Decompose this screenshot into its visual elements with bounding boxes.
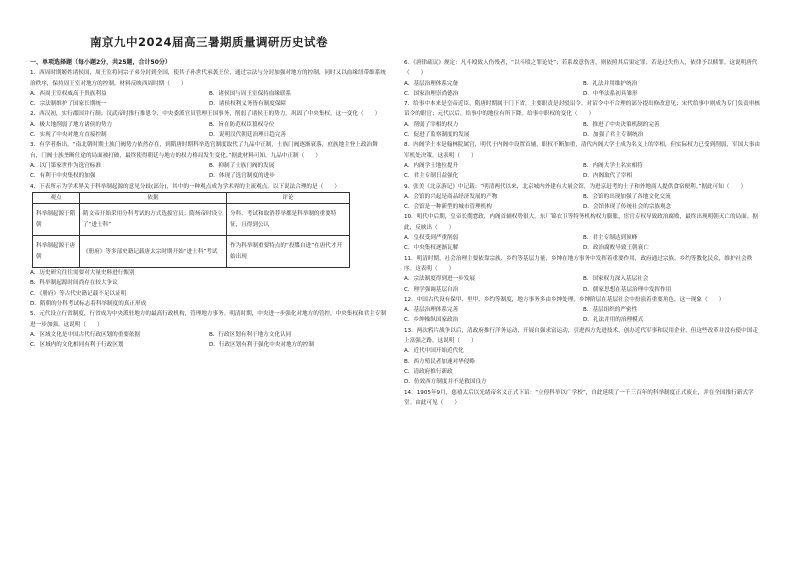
- option-c: C．有利于中央集权的加强: [30, 173, 96, 180]
- option-c: C．乡绅操纵国家政治: [404, 317, 459, 324]
- option-c: C．理学强调基层自治: [404, 286, 459, 293]
- option-a: A．基层治理体系完善: [404, 307, 459, 314]
- question-stem: 12．中国古代设有保甲、里甲、乡约等制度，地方事务多由乡绅处理，乡绅阶层在基层社会中扮演着重要角色，这一现象（ ）: [404, 296, 725, 303]
- option-d: D．内阁取代了宰相: [583, 173, 633, 180]
- options: [404, 233, 762, 254]
- question-6: [404, 58, 762, 99]
- left-column: [30, 58, 388, 351]
- option-a: A．西周王室权威高于贵族利益: [30, 90, 107, 97]
- option-d: D．仿效西方制度并不是救国良方: [404, 379, 487, 386]
- option-d: D．说明汉代朝廷治理日趋完善: [209, 132, 287, 139]
- options: [404, 79, 762, 100]
- question-stem: 3．有学者指出，“南北朝时期士族门阀势力依然存在，到隋唐时期科举选官制度取代了九品中正制，士族门阀逐渐衰落，庶族地主登上政治舞台，门阀士族垄断仕途的局面被打破，最终使得朝廷与地方的权力格局发生变化。”据此材料可知，九品中正制（ ）: [30, 142, 378, 159]
- option-a: A．会馆的兴起是商品经济发展的产物: [404, 193, 498, 200]
- option-d: D．会馆体现了传统社会的宗族观念: [583, 204, 672, 211]
- option-a: A．基层治理体系完备: [404, 80, 459, 87]
- options: [404, 120, 762, 141]
- option-b: B．推进了中央决策机制的完善: [583, 121, 660, 128]
- question-stem: 10．明代中后期，皇帝长期怠政，内阁首辅权势很大，东厂锦衣卫等特务机构权力膨胀，宦官专权导致政治腐败，最终出现明朝灭亡的局面。据此，反映出（ ）: [404, 214, 758, 231]
- question-4: [30, 182, 388, 310]
- options: [30, 120, 388, 141]
- table-cell: 科举制起源于隋朝: [33, 204, 80, 236]
- option-b: B．君主专制达到顶峰: [583, 235, 638, 242]
- options: [30, 161, 388, 182]
- option-b: B．基层组织的严密性: [583, 307, 638, 314]
- option-d: D．行政区划有利于强化中央对地方的控制: [209, 342, 314, 349]
- question-stem: 5．元代设立行省制度，行省成为中央派驻地方的最高行政机构，管理地方事务。明清时期，中央进一步强化对地方的管控，中央集权和君主专制进一步加强。这说明（ ）: [30, 311, 386, 328]
- question-5: [30, 309, 388, 350]
- question-2: [30, 109, 388, 140]
- option-a: A．近代中国开始近代化: [404, 348, 464, 355]
- option-b: B．科举制起源时间尚存在较大争议: [30, 280, 118, 287]
- option-a: A．皇权受到严重削弱: [404, 235, 459, 242]
- question-stem: 14．1905年9月，慈禧太后以光绪帝名义正式下诏：“立停科举以广学校”，自此延续了一千三百年的科举制度正式废止，并在全国推行新式学堂。由此可见（ ）: [404, 389, 754, 406]
- question-1: [30, 68, 388, 109]
- question-7: [404, 99, 762, 140]
- option-b: B．抑制了士族门阀的发展: [209, 162, 275, 169]
- option-c: C．《册府》等古代史籍记载不足以证明: [30, 290, 127, 297]
- question-stem: 4．下表所示为学术界关于科举制起源的意见分歧(部分)，其中的一种观点成为学术界的主流观点。以下说法合理的是（ ）: [30, 183, 340, 190]
- option-b: B．礼法并用维护统治: [583, 80, 638, 87]
- table-cell: 科举制起源于唐朝: [33, 236, 80, 268]
- option-d: D．体现了选官制度的进步: [209, 173, 275, 180]
- question-stem: 7．给事中本来是皇帝近臣，隋唐时期属于门下省，主要职责是封驳诏令，对诏令中不合理的部分提出修改意见；宋代给事中则成为专门负责审核诏令的职官；元代以后，给事中的地位有所下降。给事中职权的变化（ ）: [404, 101, 760, 118]
- options: [404, 192, 762, 213]
- options: [404, 305, 762, 326]
- section-heading: 一、单项选择题（每小题2分，共25题，合计50分）: [30, 59, 171, 66]
- option-a: A．极大地削弱了地方诸侯的势力: [30, 121, 113, 128]
- table-header: 观点: [33, 192, 80, 203]
- option-c: C．国家治理崇尚德治: [404, 90, 459, 97]
- option-b: B．诸侯国与周王室保持血缘联系: [209, 90, 292, 97]
- option-b: B．行政区划有利于地方文化认同: [209, 331, 292, 338]
- table-row: [33, 236, 350, 268]
- question-stem: 11．明清时期，社会治理主要依靠宗族、乡约等基层力量，乡绅在地方事务中发挥着重要作用，政府通过宗族、乡约等教化民众，维护社会秩序。这表明（ ）: [404, 255, 753, 272]
- question-3: [30, 140, 388, 181]
- option-d: D．礼法并用的治理模式: [583, 317, 644, 324]
- option-c: C．宗法制维护了国家长期统一: [30, 101, 107, 108]
- options: [30, 330, 388, 351]
- question-8: [404, 140, 762, 181]
- option-d: D．政治腐败导致王朝衰亡: [583, 245, 649, 252]
- question-11: [404, 254, 762, 295]
- option-d: D．隋朝的分科考试标志着科举制度的真正形成: [30, 301, 147, 308]
- options: [30, 268, 388, 309]
- option-c: C．实现了中央对地方直接控制: [30, 132, 107, 139]
- question-10: [404, 212, 762, 253]
- option-d: D．儒家思想在基层治理中发挥作用: [583, 286, 672, 293]
- viewpoint-table: [32, 192, 350, 268]
- table-row: [33, 204, 350, 236]
- option-b: B．国家权力深入基层社会: [583, 276, 649, 283]
- option-d: D．诸侯权利义务皆有制度保障: [209, 101, 287, 108]
- options: [404, 274, 762, 295]
- question-stem: 9．张美《北京游记》中记载：“明清两代以来，北京城内外建有大量会馆，为进京赶考的士子和外地商人提供食宿便利。”据此可知（ ）: [404, 183, 747, 190]
- option-d: D．加强了君主专制统治: [583, 132, 644, 139]
- option-c: C．中央集权逐渐瓦解: [404, 245, 459, 252]
- table-cell: 作为科举制重要特点的“投牒自进”在唐代才开始出现: [227, 236, 350, 268]
- question-stem: 8．内阁学士本是翰林院属官，明代于内阁中设置首辅，职权不断加重，清代内阁大学士成为名义上的宰相，但实际权力已受到削弱，军国大事由军机处决策。这表明（ ）: [404, 142, 760, 159]
- right-column: [404, 58, 762, 408]
- table-header: 评论: [227, 192, 350, 203]
- question-stem: 1．西周时期姬姓诸侯国，周王室将同宗子弟分封到全国，使其子孙世代承袭王位，通过宗法与分封加强对地方的控制，同时又以血缘纽带维系统治秩序，保持周王室对地方的控制。材料反映西周时期（ ）: [30, 70, 386, 87]
- question-stem: 13．两次鸦片战争以后，清政府推行洋务运动，开展自强求富运动，引进西方先进技术，创办近代军事和民用企业，但这些改革并没有使中国走上富强之路。这说明（ ）: [404, 327, 758, 345]
- question-13: [404, 326, 762, 388]
- question-9: [404, 182, 762, 213]
- option-c: C．会馆是一种新型的城市管理机构: [404, 204, 492, 211]
- option-b: B．西方殖民者加速对华侵略: [404, 358, 475, 365]
- option-b: B．内阁大学士名实相符: [583, 162, 643, 169]
- option-a: A．内阁学士地位提升: [404, 162, 459, 169]
- option-a: A．以门第家世作为选官标准: [30, 162, 101, 169]
- option-a: A．宗法制度得到进一步发展: [404, 276, 475, 283]
- option-c: C．君主专制日益强化: [404, 173, 459, 180]
- question-stem: 6．《唐律疏议》规定：凡斗殴致人伤残者，“以斗殴之罪论处”；若系故意伤害，则依照其后果定罪；若是过失伤人，依律予以赎罪。这说明唐代（ ）: [404, 60, 758, 77]
- page-title: 南京九中2024届高三暑期质量调研历史试卷: [89, 35, 328, 49]
- table-cell: 分科、考试和取消荐举都是科举制的重要特征，且得到公认: [227, 204, 350, 236]
- question-14: [404, 388, 762, 409]
- options: [404, 346, 762, 387]
- option-b: B．会馆的出现加强了各地文化交流: [583, 193, 671, 200]
- table-header: 依据: [80, 192, 227, 203]
- option-b: B．旨在防范权臣篡权夺位: [209, 121, 275, 128]
- options: [30, 89, 388, 110]
- options: [404, 161, 762, 182]
- option-a: A．削弱了宰相的权力: [404, 121, 459, 128]
- table-cell: 《册府》等多部史籍记载唐太宗时期开始“进士科”考试: [80, 236, 227, 268]
- option-d: D．中华法系初具雏形: [583, 90, 638, 97]
- question-stem: 2．西汉初，实行郡国并行制；汉武帝时推行推恩令，中央委派官员管理王国事务，削弱了诸侯王的势力，巩固了中央集权。这一变化（ ）: [30, 111, 381, 118]
- option-c: C．清政府推行新政: [404, 368, 453, 375]
- option-a: A．历史研究往往需要对大量史料进行甄别: [30, 270, 135, 277]
- option-c: C．区域内的文化相同有利于行政区划: [30, 342, 124, 349]
- table-cell: 隋文帝开始采用分科考试的方式选拔官员；隋炀帝时设立了“进士科”: [80, 204, 227, 236]
- question-12: [404, 295, 762, 326]
- option-c: C．促进了监察制度的发展: [404, 132, 470, 139]
- option-a: A．区域文化是中国古代行政区划的重要依据: [30, 331, 141, 338]
